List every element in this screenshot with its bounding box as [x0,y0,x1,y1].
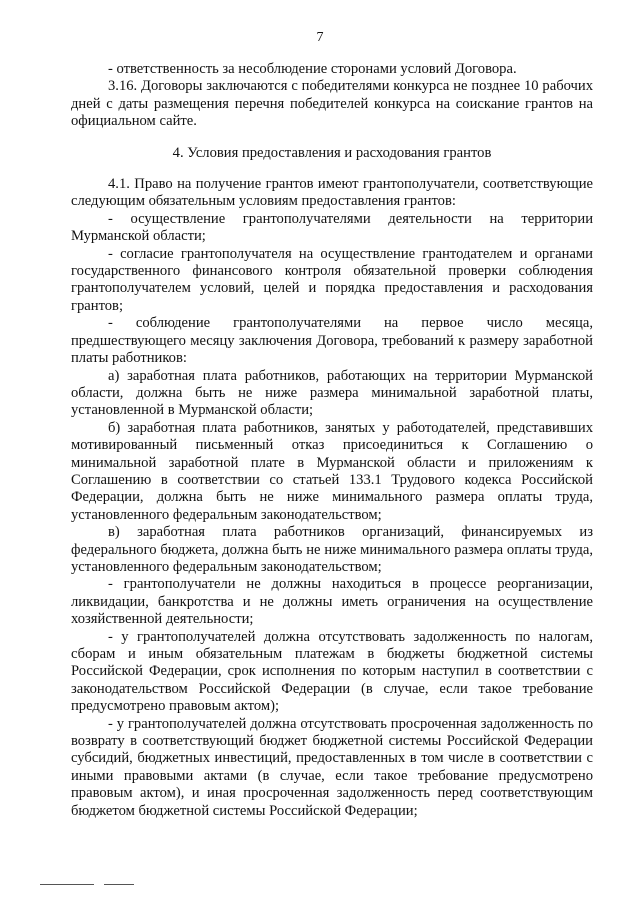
paragraph: б) заработная плата работников, занятых у работодателей, представивших мотивированный письменный отказ присоединиться к Соглашению о минимальной заработной плате в Мурманской области и приложениям к Соглашению в соответствии со статьей 133.1 Трудового кодекса Российской Федерации, должна быть не ниже минимального размера оплаты труда, установленного федеральным законодательством; [71,419,593,523]
paragraph: - грантополучатели не должны находиться в процессе реорганизации, ликвидации, банкротства и не должны иметь ограничения на осуществление хозяйственной деятельности; [71,576,593,628]
paragraph: - соблюдение грантополучателями на первое число месяца, предшествующего месяцу заключения Договора, требований к размеру заработной платы работников: [71,315,593,367]
paragraph: - осуществление грантополучателями деятельности на территории Мурманской области; [71,210,593,245]
paragraph: - у грантополучателей должна отсутствовать задолженность по налогам, сборам и иным обязательным платежам в бюджеты бюджетной системы Российской Федерации, срок исполнения по которым наступил в соответствии с законодательством Российской Федерации (в случае, если такое требование предусмотрено правовым актом); [71,628,593,715]
paragraph: в) заработная плата работников организаций, финансируемых из федерального бюджета, должна быть не ниже минимального размера оплаты труда, установленного федеральным законодательством; [71,524,593,575]
paragraph: - ответственность за несоблюдение сторонами условий Договора. [108,61,517,77]
paragraph: 4.1. Право на получение грантов имеют грантополучатели, соответствующие следующим обязательным условиям предоставления грантов: [71,176,593,210]
paragraph: а) заработная плата работников, работающих на территории Мурманской области, должна быть не ниже размера минимальной заработной платы, установленной в Мурманской области; [71,367,593,419]
document-body [71,61,593,820]
page-number: 7 [316,30,324,45]
footer-rule [40,884,94,885]
paragraph: - согласие грантополучателя на осуществление грантодателем и органами государственного финансового контроля обязательной проверки соблюдения грантополучателем условий, целей и порядка предоставления и расходования грантов; [71,245,593,314]
paragraph: 3.16. Договоры заключаются с победителями конкурса не позднее 10 рабочих дней с даты размещения перечня победителей конкурса на соискание грантов на официальном сайте. [71,78,593,130]
section-heading: 4. Условия предоставления и расходования грантов [172,144,492,161]
paragraph: - у грантополучателей должна отсутствовать просроченная задолженность по возврату в соответствующий бюджет бюджетной системы Российской Федерации субсидий, бюджетных инвестиций, предоставленных в том числе в соответствии с иными правовыми актами (в случае, если такое требование предусмотрено правовым актом), и иная просроченная задолженность перед соответствующим бюджетом бюджетной системы Российской Федерации; [71,715,593,819]
footer-rule [104,884,134,885]
